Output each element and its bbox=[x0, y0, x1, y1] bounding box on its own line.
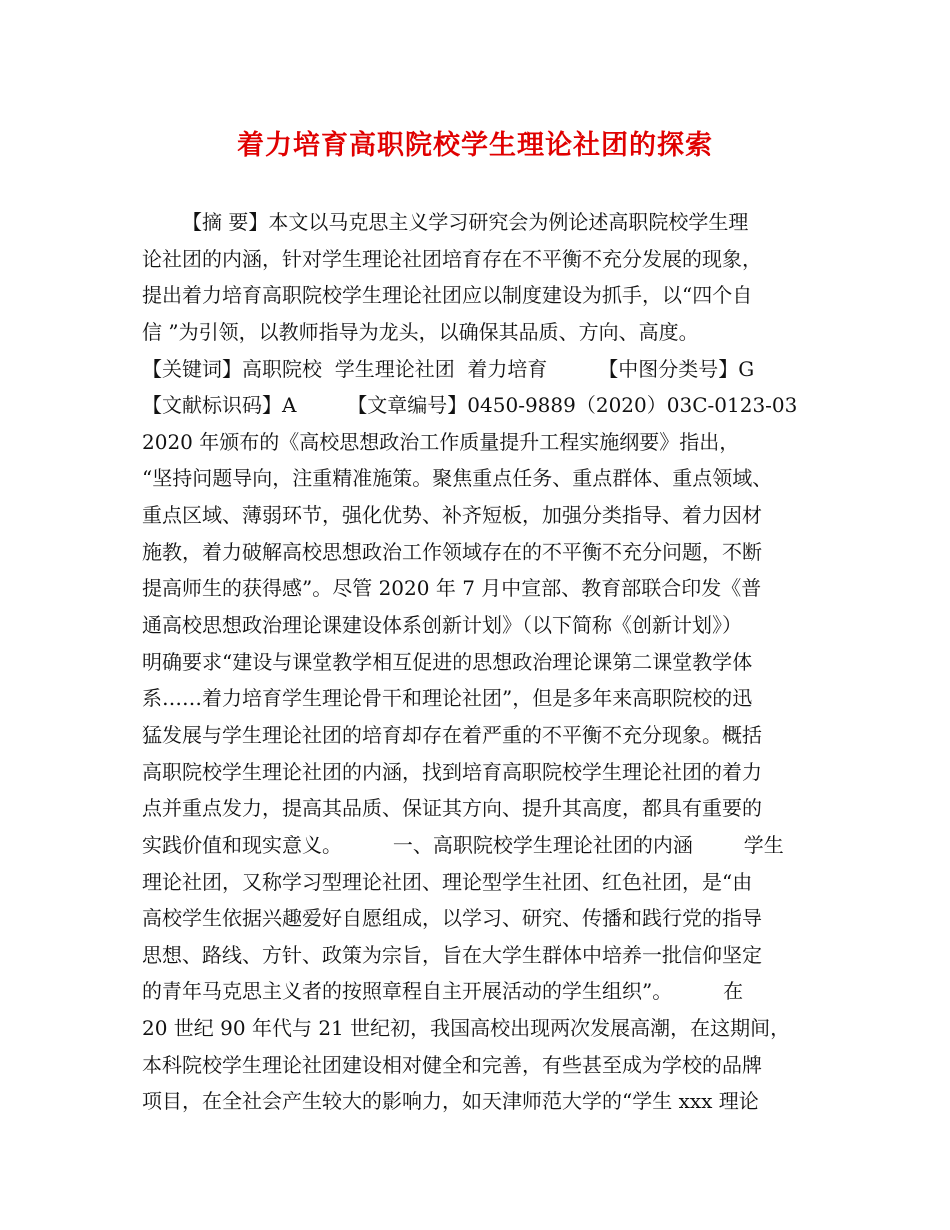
body-line: 施教，着力破解高校思想政治工作领域存在的不平衡不充分问题，不断 bbox=[142, 539, 762, 564]
body-line: 点并重点发力，提高其品质、保证其方向、提升其高度，都具有重要的 bbox=[142, 796, 762, 821]
body-line: 思想、路线、方针、政策为宗旨，旨在大学生群体中培养一批信仰坚定 bbox=[142, 942, 762, 967]
body-line: 高职院校学生理论社团的内涵，找到培育高职院校学生理论社团的着力 bbox=[142, 759, 762, 784]
body-line: 本科院校学生理论社团建设相对健全和完善，有些甚至成为学校的品牌 bbox=[142, 1052, 762, 1077]
body-line: 系……着力培育学生理论骨干和理论社团”，但是多年来高职院校的迅 bbox=[142, 686, 753, 711]
body-line: 2020 年颁布的《高校思想政治工作质量提升工程实施纲要》指出， bbox=[142, 429, 740, 454]
identifier-line: 【文献标识码】A 【文章编号】0450-9889（2020）03C-0123-03 bbox=[142, 393, 798, 418]
abstract-line: 提出着力培育高职院校学生理论社团应以制度建设为抓手，以“四个自 bbox=[142, 283, 753, 308]
body-line: 的青年马克思主义者的按照章程自主开展活动的学生组织”。 在 bbox=[142, 979, 744, 1004]
keywords-line: 【关键词】高职院校 学生理论社团 着力培育 【中图分类号】G bbox=[142, 356, 755, 381]
document-body bbox=[142, 204, 832, 1120]
body-line: 项目，在全社会产生较大的影响力，如天津师范大学的“学生 xxx 理论 bbox=[142, 1089, 759, 1114]
body-line: 猛发展与学生理论社团的培育却存在着严重的不平衡不充分现象。概括 bbox=[142, 722, 762, 747]
body-line: 理论社团，又称学习型理论社团、理论型学生社团、红色社团，是“由 bbox=[142, 869, 753, 894]
body-line: 实践价值和现实意义。 一、高职院校学生理论社团的内涵 学生 bbox=[142, 832, 784, 857]
body-line: 明确要求“建设与课堂教学相互促进的思想政治理论课第二课堂教学体 bbox=[142, 649, 753, 674]
abstract-line: 【摘 要】本文以马克思主义学习研究会为例论述高职院校学生理 bbox=[182, 210, 749, 234]
body-line: 通高校思想政治理论课建设体系创新计划》（以下简称《创新计划》） bbox=[142, 613, 742, 638]
abstract-line: 论社团的内涵，针对学生理论社团培育存在不平衡不充分发展的现象， bbox=[142, 246, 762, 271]
body-line: “坚持问题导向，注重精准施策。聚焦重点任务、重点群体、重点领域、 bbox=[142, 466, 773, 491]
document-title: 着力培育高职院校学生理论社团的探索 bbox=[237, 130, 713, 161]
body-line: 20 世纪 90 年代与 21 世纪初，我国高校出现两次发展高潮，在这期间， bbox=[142, 1016, 791, 1041]
body-line: 高校学生依据兴趣爱好自愿组成，以学习、研究、传播和践行党的指导 bbox=[142, 906, 762, 931]
body-line: 提高师生的获得感”。尽管 2020 年 7 月中宣部、教育部联合印发《普 bbox=[142, 576, 762, 601]
abstract-line: 信 ”为引领，以教师指导为龙头，以确保其品质、方向、高度。 bbox=[142, 319, 699, 344]
body-line: 重点区域、薄弱环节，强化优势、补齐短板，加强分类指导、着力因材 bbox=[142, 503, 762, 528]
